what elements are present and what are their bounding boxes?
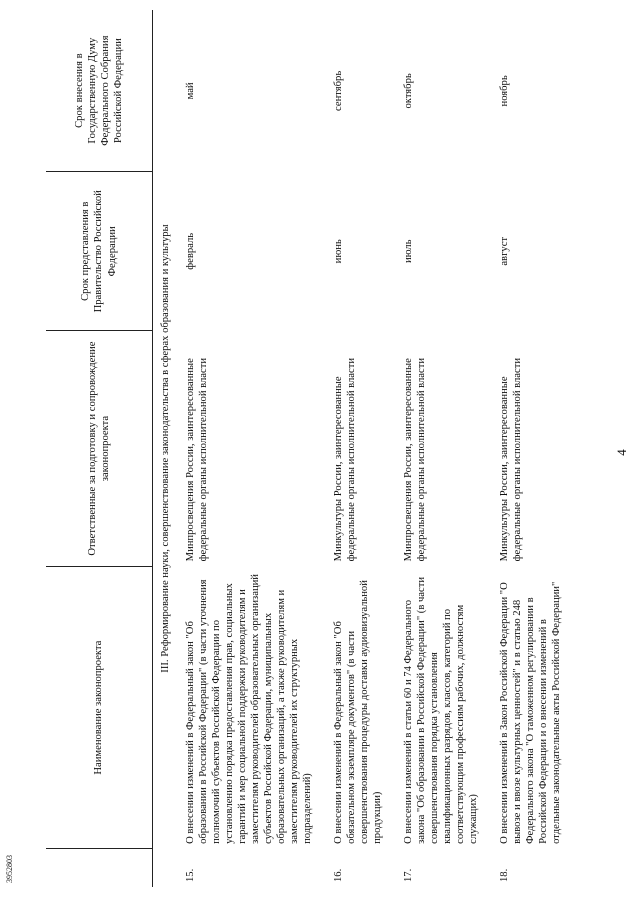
responsible-agencies: Минкультуры России, заинтересованные федеральные органы исполнительной власти xyxy=(333,357,358,562)
header-duma-term: Срок внесения в Государственную Думу Федерального Собрания Российской Федерации xyxy=(46,10,153,172)
gov-term: июнь xyxy=(333,239,345,264)
duma-term: ноябрь xyxy=(499,75,511,107)
row-number: 17. xyxy=(403,868,415,882)
header-number xyxy=(46,849,153,887)
bill-name: О внесении изменений в Федеральный закон "Об образовании в Российской Федерации" (в части уточнения полномочий субъектов Российской Федерации по установлению порядка предоставления прав, социальных гарантий и мер социальной поддержки руководителям и заместителям руководителей образовательных организаций субъектов Российской Федерации, муниципальных образовательных организаций, а также руководителям и заместителям руководителей их структурных подразделений) xyxy=(185,574,314,844)
table-row xyxy=(324,10,394,887)
row-number: 16. xyxy=(333,868,345,882)
row-number: 18. xyxy=(499,868,511,882)
duma-term: сентябрь xyxy=(333,70,345,111)
legislation-table xyxy=(46,10,573,887)
table-row xyxy=(176,10,324,887)
responsible-agencies: Минпросвещения России, заинтересованные федеральные органы исполнительной власти xyxy=(403,357,428,562)
table-row xyxy=(490,10,573,887)
duma-term: октябрь xyxy=(403,73,415,109)
header-responsible: Ответственные за подготовку и сопровождение законопроекта xyxy=(46,331,153,567)
table-row xyxy=(394,10,490,887)
responsible-agencies: Минкультуры России, заинтересованные федеральные органы исполнительной власти xyxy=(499,357,524,562)
gov-term: февраль xyxy=(185,232,197,270)
responsible-agencies: Минпросвещения России, заинтересованные федеральные органы исполнительной власти xyxy=(185,357,210,562)
header-name: Наименование законопроекта xyxy=(46,566,153,849)
bill-name: О внесении изменений в Закон Российской Федерации "О вывозе и ввозе культурных ценностей" и в статью 248 Федерального закона "О таможенном регулировании в Российской Федерации и о внесении изменений в отдельные законодательные акты Российской Федерации" xyxy=(499,581,563,844)
section-title: III. Реформирование науки, совершенствование законодательства в сферах образования и культуры xyxy=(160,224,171,673)
document-code: 3952803 xyxy=(5,855,14,883)
table-header-row xyxy=(46,10,153,887)
page-number: 4 xyxy=(614,449,629,456)
row-number: 15. xyxy=(185,868,197,882)
bill-name: О внесении изменений в статьи 60 и 74 Федерального закона "Об образовании в Российской Федерации" (в части совершенствования порядка установления квалификационных разрядов, классов, категорий по соответствующим профессиям рабочих, должностям служащих) xyxy=(403,577,480,844)
header-gov-term: Срок представления в Правительство Российской Федерации xyxy=(46,172,153,331)
gov-term: июль xyxy=(403,239,415,264)
duma-term: май xyxy=(185,82,197,100)
bill-name: О внесении изменений в Федеральный закон "Об обязательном экземпляре документов" (в части совершенствования процедуры доставки аудиовизуальной продукции) xyxy=(333,580,384,844)
gov-term: август xyxy=(499,236,511,266)
